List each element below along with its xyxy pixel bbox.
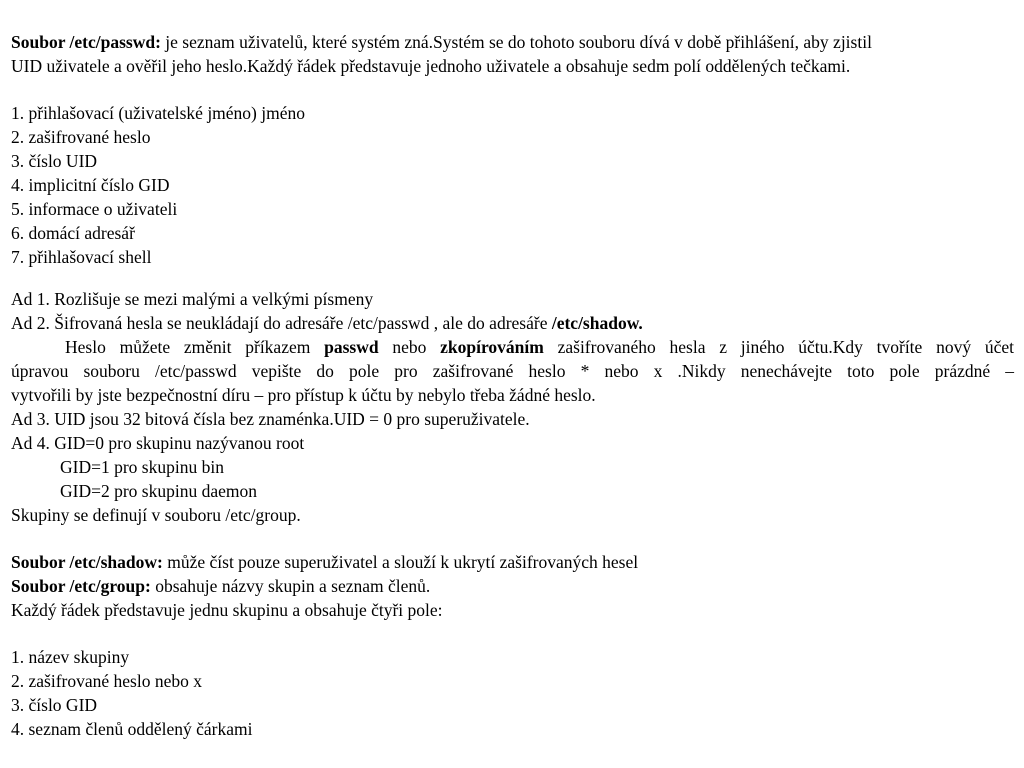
shadow-path: /etc/shadow. [551,313,643,333]
spacer [11,527,1014,550]
passwd-paragraph-line-1 [11,30,1014,54]
ad4-note: Ad 4. GID=0 pro skupinu nazývanou root [11,433,305,453]
passwd-field-item: 2. zašifrované heslo [11,127,151,147]
group-field-item: 2. zašifrované heslo nebo x [11,671,202,691]
group-description: obsahuje názvy skupin a seznam členů. [150,576,431,596]
spacer [11,622,1014,645]
password-change-line-3: vytvořili by jste bezpečnostní díru – pro přístup k účtu by nebylo třeba žádné heslo. [11,385,596,405]
passwd-field-item: 6. domácí adresář [11,223,135,243]
ad2-note [11,311,1014,335]
password-text: nebo [378,337,441,357]
group-line-2: Každý řádek představuje jednu skupinu a obsahuje čtyři pole: [11,600,443,620]
gid2-note: GID=2 pro skupinu daemon [60,481,257,501]
passwd-field-item: 5. informace o uživateli [11,199,178,219]
passwd-paragraph-line-2: UID uživatele a ověřil jeho heslo.Každý řádek představuje jednoho uživatele a obsahuje sedm polí oddělených tečkami. [11,56,851,76]
shadow-line [11,550,1014,574]
password-text: zašifrovaného hesla z jiného účtu.Kdy tvoříte nový účet [543,337,1014,357]
password-text: Heslo můžete změnit příkazem [65,337,325,357]
passwd-description: je seznam uživatelů, které systém zná.Systém se do tohoto souboru dívá v době přihlášení, aby zjistil [160,32,872,52]
group-field-item: 4. seznam členů oddělený čárkami [11,719,253,739]
ad1-note: Ad 1. Rozlišuje se mezi malými a velkými písmeny [11,289,374,309]
group-line [11,574,1014,598]
password-change-line-1 [11,335,1014,359]
spacer [11,78,1014,101]
password-change-line-2: úpravou souboru /etc/passwd vepište do pole pro zašifrované heslo * nebo x .Nikdy nenechávejte toto pole prázdné – [11,361,1014,381]
ad2-text: Ad 2. Šifrovaná hesla se neukládají do adresáře /etc/passwd , ale do adresáře [11,313,552,333]
spacer [11,269,1014,287]
copy-term: zkopírováním [440,337,544,357]
group-label: Soubor /etc/group: [11,576,151,596]
passwd-field-item: 7. přihlašovací shell [11,247,152,267]
ad3-note: Ad 3. UID jsou 32 bitová čísla bez znaménka.UID = 0 pro superuživatele. [11,409,530,429]
shadow-description: může číst pouze superuživatel a slouží k ukrytí zašifrovaných hesel [162,552,639,572]
passwd-label: Soubor /etc/passwd: [11,32,161,52]
passwd-field-item: 3. číslo UID [11,151,98,171]
group-field-item: 3. číslo GID [11,695,98,715]
document-page [11,30,1014,741]
passwd-command: passwd [324,337,379,357]
shadow-label: Soubor /etc/shadow: [11,552,163,572]
passwd-field-item: 1. přihlašovací (uživatelské jméno) jméno [11,103,306,123]
group-field-item: 1. název skupiny [11,647,130,667]
groups-note: Skupiny se definují v souboru /etc/group. [11,505,301,525]
passwd-field-item: 4. implicitní číslo GID [11,175,170,195]
gid1-note: GID=1 pro skupinu bin [60,457,224,477]
